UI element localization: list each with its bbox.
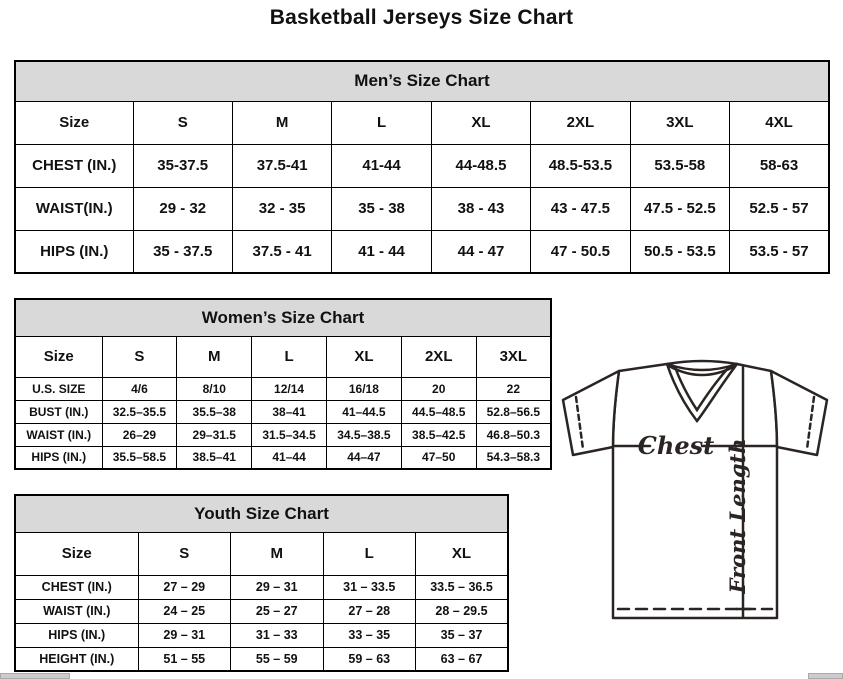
youth-value-cell: 29 – 31 — [138, 623, 231, 647]
mens-size-chart-section — [14, 60, 830, 274]
men-value-cell: 44-48.5 — [431, 144, 530, 187]
men-column-header: L — [332, 101, 431, 144]
women-data-row — [15, 423, 551, 446]
womens-size-chart-section — [14, 298, 552, 470]
women-value-cell: 34.5–38.5 — [326, 423, 401, 446]
youth-value-cell: 35 – 37 — [416, 623, 509, 647]
women-row-label: HIPS (IN.) — [15, 446, 102, 469]
page-title: Basketball Jerseys Size Chart — [269, 6, 574, 29]
men-value-cell: 53.5 - 57 — [730, 230, 829, 273]
youth-value-cell: 29 – 31 — [231, 575, 324, 599]
women-value-cell: 26–29 — [102, 423, 177, 446]
youth-value-cell: 31 – 33.5 — [323, 575, 416, 599]
youth-column-header: S — [138, 532, 231, 575]
youth-table-title: Youth Size Chart — [15, 495, 508, 532]
mens-table-title-row — [15, 61, 829, 101]
men-value-cell: 35-37.5 — [133, 144, 232, 187]
women-value-cell: 31.5–34.5 — [252, 423, 327, 446]
women-value-cell: 16/18 — [326, 377, 401, 400]
men-value-cell: 48.5-53.5 — [531, 144, 630, 187]
women-value-cell: 38.5–42.5 — [401, 423, 476, 446]
men-value-cell: 35 - 37.5 — [133, 230, 232, 273]
women-value-cell: 22 — [476, 377, 551, 400]
women-value-cell: 32.5–35.5 — [102, 400, 177, 423]
jersey-right-sleeve — [771, 371, 827, 455]
women-column-header: 3XL — [476, 336, 551, 377]
mens-columns-row — [15, 101, 829, 144]
women-value-cell: 46.8–50.3 — [476, 423, 551, 446]
men-column-header: 2XL — [531, 101, 630, 144]
mens-size-chart-table — [14, 60, 830, 274]
men-value-cell: 35 - 38 — [332, 187, 431, 230]
women-column-header: S — [102, 336, 177, 377]
men-value-cell: 58-63 — [730, 144, 829, 187]
men-column-header: M — [232, 101, 331, 144]
women-column-header: Size — [15, 336, 102, 377]
women-column-header: L — [252, 336, 327, 377]
youth-data-row — [15, 647, 508, 671]
youth-columns-row — [15, 532, 508, 575]
youth-value-cell: 27 – 29 — [138, 575, 231, 599]
youth-column-header: L — [323, 532, 416, 575]
women-row-label: WAIST (IN.) — [15, 423, 102, 446]
youth-row-label: HEIGHT (IN.) — [15, 647, 138, 671]
youth-value-cell: 33.5 – 36.5 — [416, 575, 509, 599]
jersey-body-outline — [613, 361, 777, 618]
men-row-label: HIPS (IN.) — [15, 230, 133, 273]
men-column-header: XL — [431, 101, 530, 144]
womens-table-title: Women’s Size Chart — [15, 299, 551, 336]
youth-table-body — [15, 575, 508, 671]
jersey-measurement-diagram-icon — [556, 356, 841, 656]
men-row-label: CHEST (IN.) — [15, 144, 133, 187]
youth-value-cell: 28 – 29.5 — [416, 599, 509, 623]
men-value-cell: 37.5 - 41 — [232, 230, 331, 273]
women-row-label: U.S. SIZE — [15, 377, 102, 400]
men-value-cell: 43 - 47.5 — [531, 187, 630, 230]
front-length-label: Front Length — [725, 438, 750, 594]
youth-size-chart-section — [14, 494, 509, 672]
horizontal-scrollbar-fragment-right[interactable] — [808, 673, 843, 679]
men-value-cell: 41 - 44 — [332, 230, 431, 273]
horizontal-scrollbar-fragment-left[interactable] — [0, 673, 70, 679]
youth-value-cell: 55 – 59 — [231, 647, 324, 671]
men-value-cell: 32 - 35 — [232, 187, 331, 230]
men-column-header: S — [133, 101, 232, 144]
women-value-cell: 47–50 — [401, 446, 476, 469]
youth-value-cell: 25 – 27 — [231, 599, 324, 623]
men-value-cell: 37.5-41 — [232, 144, 331, 187]
women-value-cell: 35.5–58.5 — [102, 446, 177, 469]
chest-label: Chest — [637, 431, 715, 460]
youth-value-cell: 33 – 35 — [323, 623, 416, 647]
youth-value-cell: 24 – 25 — [138, 599, 231, 623]
women-row-label: BUST (IN.) — [15, 400, 102, 423]
men-value-cell: 41-44 — [332, 144, 431, 187]
women-value-cell: 52.8–56.5 — [476, 400, 551, 423]
youth-table-title-row — [15, 495, 508, 532]
men-data-row — [15, 187, 829, 230]
women-value-cell: 41–44 — [252, 446, 327, 469]
youth-size-chart-table — [14, 494, 509, 672]
women-value-cell: 4/6 — [102, 377, 177, 400]
youth-value-cell: 51 – 55 — [138, 647, 231, 671]
women-value-cell: 38–41 — [252, 400, 327, 423]
mens-table-body — [15, 144, 829, 273]
womens-size-chart-table — [14, 298, 552, 470]
youth-value-cell: 63 – 67 — [416, 647, 509, 671]
men-row-label: WAIST(IN.) — [15, 187, 133, 230]
youth-row-label: HIPS (IN.) — [15, 623, 138, 647]
men-value-cell: 50.5 - 53.5 — [630, 230, 729, 273]
women-value-cell: 38.5–41 — [177, 446, 252, 469]
women-value-cell: 44.5–48.5 — [401, 400, 476, 423]
men-data-row — [15, 144, 829, 187]
youth-data-row — [15, 623, 508, 647]
women-value-cell: 41–44.5 — [326, 400, 401, 423]
women-column-header: M — [177, 336, 252, 377]
men-column-header: 3XL — [630, 101, 729, 144]
men-column-header: 4XL — [730, 101, 829, 144]
men-value-cell: 52.5 - 57 — [730, 187, 829, 230]
women-column-header: XL — [326, 336, 401, 377]
jersey-left-sleeve — [563, 371, 619, 455]
youth-data-row — [15, 599, 508, 623]
women-column-header: 2XL — [401, 336, 476, 377]
youth-data-row — [15, 575, 508, 599]
womens-table-body — [15, 377, 551, 469]
women-data-row — [15, 400, 551, 423]
women-data-row — [15, 446, 551, 469]
men-value-cell: 47.5 - 52.5 — [630, 187, 729, 230]
women-data-row — [15, 377, 551, 400]
women-value-cell: 44–47 — [326, 446, 401, 469]
men-value-cell: 38 - 43 — [431, 187, 530, 230]
women-value-cell: 20 — [401, 377, 476, 400]
youth-column-header: Size — [15, 532, 138, 575]
women-value-cell: 54.3–58.3 — [476, 446, 551, 469]
youth-column-header: XL — [416, 532, 509, 575]
womens-table-title-row — [15, 299, 551, 336]
men-value-cell: 44 - 47 — [431, 230, 530, 273]
youth-value-cell: 27 – 28 — [323, 599, 416, 623]
youth-row-label: WAIST (IN.) — [15, 599, 138, 623]
mens-table-title: Men’s Size Chart — [15, 61, 829, 101]
men-value-cell: 29 - 32 — [133, 187, 232, 230]
women-value-cell: 8/10 — [177, 377, 252, 400]
women-value-cell: 12/14 — [252, 377, 327, 400]
youth-row-label: CHEST (IN.) — [15, 575, 138, 599]
men-data-row — [15, 230, 829, 273]
women-value-cell: 29–31.5 — [177, 423, 252, 446]
men-value-cell: 53.5-58 — [630, 144, 729, 187]
womens-columns-row — [15, 336, 551, 377]
women-value-cell: 35.5–38 — [177, 400, 252, 423]
youth-value-cell: 31 – 33 — [231, 623, 324, 647]
men-value-cell: 47 - 50.5 — [531, 230, 630, 273]
men-column-header: Size — [15, 101, 133, 144]
youth-value-cell: 59 – 63 — [323, 647, 416, 671]
youth-column-header: M — [231, 532, 324, 575]
